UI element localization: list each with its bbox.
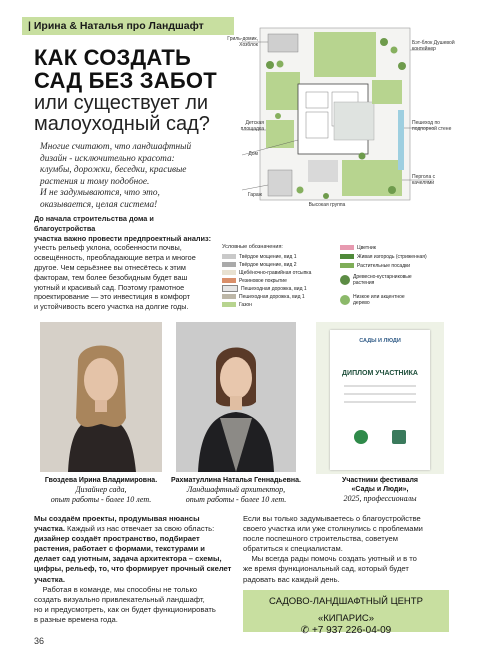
legend-item	[222, 277, 287, 284]
legend-label: Живая изгородь (стриженная)	[357, 253, 427, 260]
body-bold-line: дизайнер создаёт пространство, подбирает	[34, 534, 200, 544]
legend-label: Низкое или акцентное дерево	[353, 294, 405, 306]
diploma-caption-line: 2025, профессионалы	[343, 494, 417, 503]
legend-label: Пешеходная дорожка, вид 1	[239, 293, 305, 300]
headline-line-2: САД БЕЗ ЗАБОТ	[34, 68, 217, 93]
legend-label: Твёрдое мощение, вид 1	[239, 253, 297, 260]
lead-line: проектирование — это инвестиция в комфорт	[34, 292, 191, 302]
person-role: Ландшафтный архитектор,	[186, 485, 286, 494]
legend-item	[222, 261, 297, 268]
person-experience: опыт работы - более 10 лет.	[185, 495, 287, 504]
contact-box	[243, 590, 449, 636]
diploma-seal-icon	[354, 430, 368, 444]
body-line-fragment: Каждый из нас отвечает за свою область:	[64, 524, 215, 534]
body-bold-line: цифры, рельеф, то, что формирует прочный скелет	[34, 564, 232, 574]
legend-item	[222, 269, 311, 276]
diploma-text-line	[344, 401, 416, 403]
subheadline-line-1: или существует ли	[34, 92, 209, 114]
legend-label: Древесно-кустарниковые растения	[353, 274, 412, 286]
legend-swatch	[340, 275, 350, 285]
legend-swatch	[222, 285, 238, 292]
company-name: «КИПАРИС»	[317, 613, 375, 624]
body-line: но и предусмотреть, как он будет функционировать	[34, 604, 216, 614]
body-bold-line: участка.	[34, 574, 65, 584]
legend-swatch	[222, 302, 236, 307]
body-line: создать визуально привлекательный ландшафт,	[34, 594, 205, 604]
body-line: своего участка или уже столкнулись с проблемами	[243, 524, 423, 534]
portrait-irina-image	[40, 322, 162, 472]
headline-line-1: КАК СОЗДАТЬ	[34, 45, 192, 70]
legend-swatch	[340, 263, 354, 268]
contact-phone-row	[243, 624, 449, 638]
legend-item	[340, 262, 410, 269]
lead-line: другое. Чем серьёзнее вы отнесётесь к этим	[34, 262, 186, 272]
body-column-left	[34, 514, 244, 625]
legend-swatch	[222, 254, 236, 259]
body-bold-fragment: участка.	[34, 524, 65, 534]
legend-label: Щебёночно-гравийная отсыпка	[239, 269, 312, 276]
legend-swatch	[222, 294, 236, 299]
legend-label: Резиновое покрытие	[239, 277, 287, 284]
legend-swatch	[340, 245, 354, 250]
lead-paragraph	[34, 214, 212, 312]
legend-title: Условные обозначения:	[222, 244, 283, 250]
lead-bold-line: До начала строительства дома и благоустройства	[34, 214, 154, 233]
intro-line: Многие считают, что ландшафтный	[40, 142, 192, 152]
lead-line: факторам, тем более безобидным будет ваш	[34, 272, 188, 282]
diploma-text-line	[344, 393, 416, 395]
legend-swatch	[222, 262, 236, 267]
diploma-caption-line: Участники фестиваля	[341, 477, 418, 484]
body-bold-line: делает сад уютным, задача архитектора – схемы,	[34, 554, 222, 564]
legend-item	[340, 292, 420, 308]
lead-line: учесть рельеф уклона, особенности почвы,	[34, 243, 182, 253]
legend-swatch	[340, 295, 350, 305]
body-column-right	[243, 514, 453, 585]
legend-swatch	[340, 254, 354, 259]
person-name: Рахматуллина Наталья Геннадьевна.	[171, 477, 301, 484]
lead-line: и устойчивость всего участка на долгие годы.	[34, 302, 189, 312]
legend-item	[222, 301, 252, 308]
caption-natalia	[166, 476, 306, 505]
portrait-photo-natalia	[176, 322, 296, 472]
body-line: в разные времена года.	[34, 614, 118, 624]
legend-label: Пешеходная дорожка, вид 1	[241, 285, 307, 292]
plan-label-grill: Гриль-домик, Хозблок	[227, 36, 258, 48]
phone-number[interactable]: +7 937 226-04-09	[311, 625, 392, 636]
plan-label-septic: Бэт-блок Душевой контейнер	[412, 40, 455, 52]
intro-line: оказывается, целая система!	[40, 199, 158, 210]
legend-label: Цветник	[357, 244, 376, 251]
body-line: радовать вас каждый день.	[243, 574, 340, 584]
body-line: Если вы только задумываетесь о благоустройстве	[243, 514, 421, 523]
legend-item	[222, 285, 307, 292]
diploma-heading: ДИПЛОМ УЧАСТНИКА	[342, 370, 418, 377]
intro-paragraph	[40, 142, 230, 212]
headline	[34, 46, 217, 92]
legend-item	[340, 272, 420, 288]
section-tab: | Ирина & Наталья про Ландшафт	[22, 17, 234, 35]
caption-irina	[30, 476, 172, 505]
subheadline-line-2: малоуходный сад?	[34, 113, 210, 135]
diploma-certificate	[330, 330, 430, 470]
body-line: Работая в команде, мы способны не только	[34, 584, 198, 594]
plan-label-pergola: Пергола с качелями	[412, 174, 436, 186]
plan-label-group: Высокая группа	[308, 202, 346, 208]
plan-label-playground: Детская площадка	[240, 120, 264, 132]
phone-icon: ✆	[300, 625, 312, 636]
plan-label-house: Дом	[248, 151, 258, 157]
person-experience: опыт работы - более 10 лет.	[50, 495, 152, 504]
plan-label-garage: Гараж	[247, 192, 262, 198]
company-type: САДОВО-ЛАНДШАФТНЫЙ ЦЕНТР	[269, 596, 423, 607]
diploma-logo: САДЫ И ЛЮДИ	[359, 338, 401, 344]
page-number: 36	[34, 636, 45, 646]
diploma-caption-line: «Сады и Люди»,	[351, 486, 409, 493]
legend-label: Газон	[239, 301, 252, 308]
diploma-text-line	[344, 385, 416, 387]
person-name: Гвоздева Ирина Владимировна.	[44, 477, 158, 484]
legend-swatch	[222, 278, 236, 283]
legend-label: Растительные посадки	[357, 262, 411, 269]
plan-label-pond: Пешеход по подпорной стене	[412, 120, 452, 132]
person-role: Дизайнер сада,	[75, 485, 127, 494]
site-plan	[222, 20, 460, 210]
intro-line: растения и тому подобное.	[40, 176, 150, 187]
legend-swatch	[222, 270, 236, 275]
diploma-qr-icon	[392, 430, 406, 444]
intro-line: клумбы, дорожки, беседки, красивые	[40, 165, 187, 176]
body-line: после поспешного строительства, советуем	[243, 534, 398, 544]
legend-item	[222, 293, 305, 300]
intro-line: И не задумываются, что это,	[40, 188, 160, 199]
body-line: же время функциональный сад, который будет	[243, 564, 409, 574]
intro-line: дизайн - исключительно красота:	[40, 153, 175, 164]
body-line: Мы всегда рады помочь создать уютный и в то	[243, 554, 417, 564]
lead-line: освещённость, преобладающие ветра и многое	[34, 253, 196, 263]
legend-item	[222, 253, 297, 260]
lead-bold-line: участка важно провести предпроектный анализ:	[34, 233, 212, 243]
body-line: обратиться к специалистам.	[243, 544, 343, 554]
body-bold-line: растения, работает с формами, текстурами и	[34, 544, 205, 554]
legend-item	[340, 253, 427, 260]
diploma-panel	[316, 322, 444, 474]
portrait-photo-irina	[40, 322, 162, 472]
caption-diploma	[308, 476, 452, 504]
lead-line: уютный и красивый сад. Поэтому грамотное	[34, 282, 185, 292]
body-bold-line: Мы создаём проекты, продумывая нюансы	[34, 514, 200, 523]
plan-legend	[222, 244, 460, 314]
legend-item	[340, 244, 376, 251]
legend-label: Твёрдое мощение, вид 2	[239, 261, 297, 268]
portrait-natalia-image	[176, 322, 296, 472]
subheadline	[34, 93, 210, 135]
